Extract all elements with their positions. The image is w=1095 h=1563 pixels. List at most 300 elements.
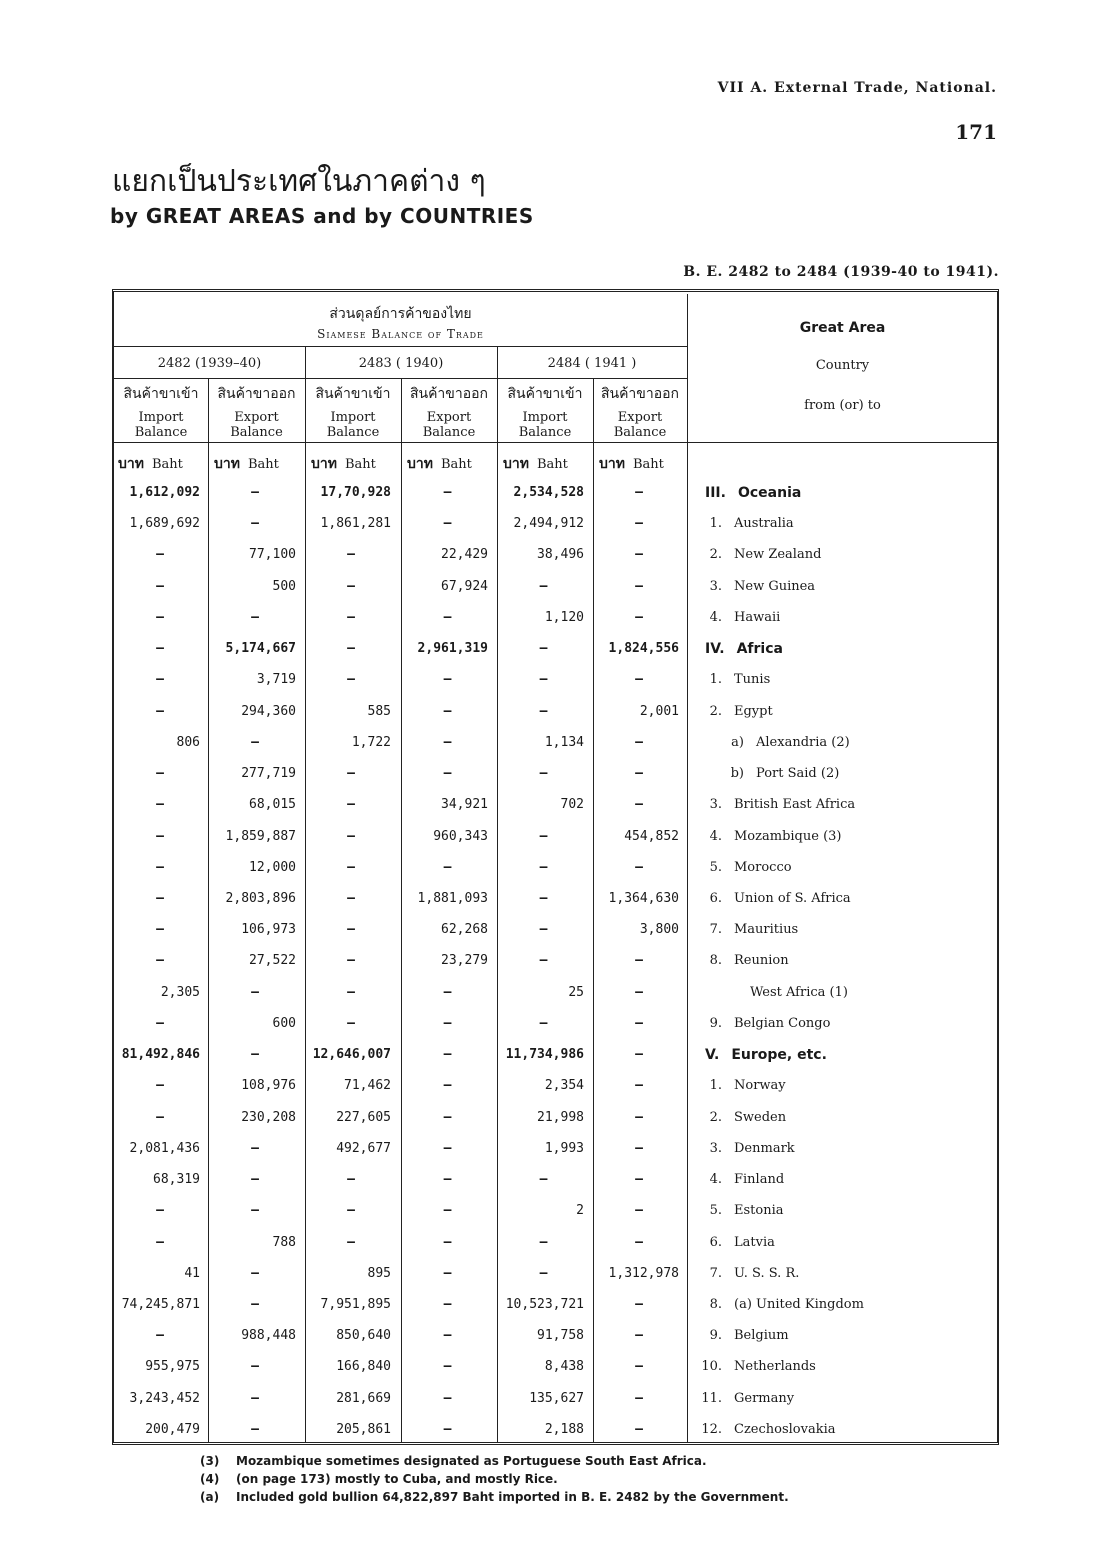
table-cell: — xyxy=(539,641,548,657)
country-name: Tunis xyxy=(734,672,771,688)
country-cell xyxy=(690,672,770,687)
country-name: Germany xyxy=(734,1390,795,1406)
unit-label: บาท Baht xyxy=(118,456,183,472)
country-name: Oceania xyxy=(737,485,802,501)
table-cell: — xyxy=(635,1203,643,1219)
table-cell: — xyxy=(156,703,164,719)
table-cell: 600 xyxy=(272,1015,296,1031)
country-cell xyxy=(690,922,798,937)
country-cell xyxy=(690,1203,784,1218)
country-name: Belgium xyxy=(734,1328,789,1344)
country-index: 3. xyxy=(709,797,722,813)
unit-label: บาท Baht xyxy=(407,456,472,472)
table-cell: — xyxy=(251,609,259,625)
unit-label: บาท Baht xyxy=(214,456,279,472)
country-index: V. xyxy=(705,1047,720,1064)
table-cell: 806 xyxy=(176,734,200,750)
table-cell: — xyxy=(156,1328,164,1344)
table-cell: — xyxy=(443,1109,452,1125)
table-cell: — xyxy=(539,890,548,906)
table-row xyxy=(0,641,1095,665)
table-cell: 23,279 xyxy=(441,953,488,969)
table-cell: 988,448 xyxy=(241,1328,296,1344)
table-cell: 8,438 xyxy=(544,1359,584,1375)
balance-subheading: Balance xyxy=(134,425,188,440)
table-cell: 135,627 xyxy=(529,1390,584,1406)
table-cell: 960,343 xyxy=(433,828,488,844)
balance-heading: Siamese Balance of Trade xyxy=(317,327,484,341)
country-index: 8. xyxy=(709,1296,722,1312)
table-cell: 1,993 xyxy=(544,1140,584,1156)
table-cell: 955,975 xyxy=(145,1359,200,1375)
country-cell xyxy=(690,860,792,875)
table-cell: 3,800 xyxy=(639,922,679,938)
table-cell: — xyxy=(251,1390,259,1406)
import-heading: Import xyxy=(522,410,568,425)
country-name: Czechoslovakia xyxy=(734,1421,836,1437)
table-cell: — xyxy=(156,1015,164,1031)
country-name: Africa xyxy=(736,641,783,658)
country-index: 1. xyxy=(709,672,722,688)
country-name: U. S. S. R. xyxy=(734,1265,800,1281)
country-index: 7. xyxy=(709,922,722,938)
table-cell: — xyxy=(635,516,643,532)
table-cell: — xyxy=(635,1078,643,1094)
country-name: New Zealand xyxy=(734,547,822,563)
table-row xyxy=(0,829,1095,853)
table-cell: — xyxy=(635,984,643,1000)
table-cell: — xyxy=(251,1265,259,1281)
table-cell: — xyxy=(635,1047,643,1063)
table-row xyxy=(0,485,1095,509)
export-thai-heading: สินค้าขาออก xyxy=(600,386,680,402)
table-cell: — xyxy=(635,797,643,813)
table-cell: 200,479 xyxy=(145,1421,200,1437)
table-cell: — xyxy=(347,547,355,563)
table-cell: — xyxy=(251,1296,259,1312)
table-cell: — xyxy=(156,797,164,813)
table-cell: — xyxy=(635,1109,643,1125)
table-cell: — xyxy=(539,578,548,594)
table-cell: — xyxy=(443,734,452,750)
country-name: Netherlands xyxy=(734,1359,816,1375)
table-cell: — xyxy=(347,859,355,875)
table-cell: 2,961,319 xyxy=(417,641,488,657)
table-row xyxy=(0,1047,1095,1071)
table-row xyxy=(0,1266,1095,1290)
table-cell: 10,523,721 xyxy=(505,1296,584,1312)
country-index: 1. xyxy=(709,1078,722,1094)
table-row xyxy=(0,516,1095,540)
table-cell: — xyxy=(635,1421,643,1437)
country-cell xyxy=(690,579,815,594)
balance-subheading: Balance xyxy=(613,425,667,440)
table-cell: — xyxy=(347,641,355,657)
table-cell: — xyxy=(443,1234,452,1250)
divider xyxy=(114,378,687,379)
table-cell: 74,245,871 xyxy=(121,1296,200,1312)
table-cell: — xyxy=(635,609,643,625)
table-cell: — xyxy=(251,1172,259,1188)
table-cell: — xyxy=(156,1203,164,1219)
country-index: IV. xyxy=(705,641,725,658)
import-heading: Import xyxy=(138,410,184,425)
footnote: (3) Mozambique sometimes designated as Portuguese South East Africa. xyxy=(200,1454,707,1468)
table-cell: 1,689,692 xyxy=(129,516,200,532)
country-index: 3. xyxy=(709,578,722,594)
table-row xyxy=(0,1391,1095,1415)
footnote: (4) (on page 173) mostly to Cuba, and mostly Rice. xyxy=(200,1472,558,1486)
table-cell: 62,268 xyxy=(441,922,488,938)
table-cell: — xyxy=(635,1359,643,1375)
table-cell: 22,429 xyxy=(441,547,488,563)
country-index: 9. xyxy=(709,1328,722,1344)
table-cell: — xyxy=(635,1390,643,1406)
table-cell: 1,861,281 xyxy=(320,516,391,532)
table-row xyxy=(0,985,1095,1009)
table-cell: 106,973 xyxy=(241,922,296,938)
table-cell: — xyxy=(347,672,355,688)
table-cell: — xyxy=(347,953,355,969)
country-name: Estonia xyxy=(734,1203,784,1219)
country-cell xyxy=(705,1047,827,1063)
table-cell: — xyxy=(156,578,164,594)
table-cell: 21,998 xyxy=(537,1109,584,1125)
table-cell: 850,640 xyxy=(336,1328,391,1344)
country-name: Alexandria (2) xyxy=(756,734,850,750)
table-cell: — xyxy=(635,734,643,750)
country-cell xyxy=(690,797,855,812)
table-cell: — xyxy=(635,1328,643,1344)
table-row xyxy=(0,922,1095,946)
table-cell: — xyxy=(539,953,548,969)
table-cell: — xyxy=(443,672,452,688)
year-heading: 2482 (1939–40) xyxy=(157,356,262,371)
country-cell xyxy=(690,1141,795,1156)
table-cell: — xyxy=(539,922,548,938)
table-cell: 277,719 xyxy=(241,766,296,782)
table-cell: — xyxy=(539,1172,548,1188)
table-cell: — xyxy=(539,859,548,875)
country-cell xyxy=(690,1016,830,1031)
table-cell: — xyxy=(635,1234,643,1250)
table-cell: 27,522 xyxy=(249,953,296,969)
export-heading: Export xyxy=(234,410,279,425)
table-cell: 1,364,630 xyxy=(608,890,679,906)
table-cell: — xyxy=(156,1109,164,1125)
thai-title: แยกเป็นประเทศในภาคต่าง ๆ xyxy=(112,164,486,199)
table-cell: 2,081,436 xyxy=(129,1140,200,1156)
country-cell xyxy=(690,953,789,968)
table-cell: — xyxy=(635,1015,643,1031)
table-cell: — xyxy=(443,703,452,719)
table-cell: 702 xyxy=(560,797,584,813)
table-cell: — xyxy=(443,1140,452,1156)
table-cell: 1,120 xyxy=(544,609,584,625)
table-cell: — xyxy=(443,1015,452,1031)
table-cell: — xyxy=(251,1421,259,1437)
table-cell: — xyxy=(539,672,548,688)
table-cell: 38,496 xyxy=(537,547,584,563)
table-cell: 788 xyxy=(272,1234,296,1250)
table-cell: — xyxy=(347,609,355,625)
table-cell: — xyxy=(443,516,452,532)
table-cell: — xyxy=(347,578,355,594)
country-cell xyxy=(690,1266,799,1281)
balance-subheading: Balance xyxy=(422,425,476,440)
table-row xyxy=(0,1297,1095,1321)
country-name: Australia xyxy=(734,516,794,532)
country-name: Morocco xyxy=(734,859,792,875)
table-cell: — xyxy=(347,1015,355,1031)
country-name: Port Said (2) xyxy=(756,766,840,782)
table-cell: — xyxy=(347,1203,355,1219)
export-heading: Export xyxy=(617,410,663,425)
table-cell: — xyxy=(635,859,643,875)
country-name: Belgian Congo xyxy=(734,1015,831,1031)
country-index: 2. xyxy=(709,1109,722,1125)
country-index: 6. xyxy=(709,1234,722,1250)
from-to-heading: from (or) to xyxy=(804,398,881,413)
table-cell: 68,319 xyxy=(153,1172,200,1188)
table-cell: 2,305 xyxy=(160,984,200,1000)
table-cell: — xyxy=(443,859,452,875)
table-cell: — xyxy=(443,1421,452,1437)
table-cell: 1,824,556 xyxy=(608,641,679,657)
country-name: West Africa (1) xyxy=(750,984,848,1000)
country-cell xyxy=(690,1110,786,1125)
table-cell: 166,840 xyxy=(336,1359,391,1375)
country-index: 11. xyxy=(701,1390,722,1406)
country-index: 5. xyxy=(709,859,722,875)
table-cell: 227,605 xyxy=(336,1109,391,1125)
year-heading: 2483 ( 1940) xyxy=(358,356,444,371)
table-cell: 1,312,978 xyxy=(608,1265,679,1281)
country-cell xyxy=(690,1172,784,1187)
table-cell: 11,734,986 xyxy=(505,1047,584,1063)
country-cell xyxy=(690,547,821,562)
page-title: by GREAT AREAS and by COUNTRIES xyxy=(110,204,534,228)
table-cell: — xyxy=(443,1359,452,1375)
table-row xyxy=(0,1235,1095,1259)
country-cell xyxy=(712,735,850,750)
balance-subheading: Balance xyxy=(326,425,380,440)
table-cell: — xyxy=(347,797,355,813)
table-cell: — xyxy=(347,984,355,1000)
table-cell: — xyxy=(347,1172,355,1188)
country-index: 4. xyxy=(709,1172,722,1188)
table-cell: — xyxy=(443,1328,452,1344)
table-cell: 3,243,452 xyxy=(129,1390,200,1406)
table-cell: — xyxy=(539,828,548,844)
period-label: B. E. 2482 to 2484 (1939-40 to 1941). xyxy=(683,264,999,280)
table-cell: — xyxy=(251,734,259,750)
country-index: 2. xyxy=(709,547,722,563)
country-cell xyxy=(690,1328,789,1343)
table-cell: — xyxy=(156,859,164,875)
country-name: New Guinea xyxy=(734,578,816,594)
country-cell xyxy=(690,516,794,531)
table-cell: — xyxy=(156,609,164,625)
table-cell: — xyxy=(156,828,164,844)
table-cell: 1,881,093 xyxy=(417,890,488,906)
great-area-heading: Great Area xyxy=(799,320,886,336)
table-row xyxy=(0,1359,1095,1383)
table-cell: 205,861 xyxy=(336,1421,391,1437)
table-cell: — xyxy=(251,516,259,532)
table-row xyxy=(0,704,1095,728)
balance-thai-heading: ส่วนดุลย์การค้าของไทย xyxy=(329,306,472,322)
country-name: Union of S. Africa xyxy=(734,890,851,906)
table-cell: 1,612,092 xyxy=(129,485,200,500)
table-cell: 230,208 xyxy=(241,1109,296,1125)
table-cell: — xyxy=(635,485,643,500)
table-row xyxy=(0,860,1095,884)
table-cell: — xyxy=(539,1234,548,1250)
table-row xyxy=(0,1203,1095,1227)
table-cell: — xyxy=(347,922,355,938)
table-row xyxy=(0,547,1095,571)
country-name: Hawaii xyxy=(734,609,781,625)
table-row xyxy=(0,672,1095,696)
table-row xyxy=(0,735,1095,759)
table-cell: 25 xyxy=(568,984,584,1000)
country-index: 10. xyxy=(701,1359,722,1375)
table-cell: 17,70,928 xyxy=(320,485,391,500)
import-thai-heading: สินค้าขาเข้า xyxy=(507,386,583,402)
country-index: 8. xyxy=(709,953,722,969)
country-index: a) xyxy=(731,734,744,750)
table-cell: — xyxy=(539,703,548,719)
country-name: Europe, etc. xyxy=(731,1047,827,1064)
balance-subheading: Balance xyxy=(518,425,572,440)
country-cell xyxy=(712,766,839,781)
country-name: (a) United Kingdom xyxy=(734,1296,864,1312)
table-cell: 68,015 xyxy=(249,797,296,813)
country-index: 3. xyxy=(709,1140,722,1156)
page-number: 171 xyxy=(955,120,997,144)
table-cell: — xyxy=(156,1234,164,1250)
unit-label: บาท Baht xyxy=(599,456,664,472)
table-cell: — xyxy=(443,609,452,625)
table-cell: 5,174,667 xyxy=(225,641,296,657)
table-cell: 12,646,007 xyxy=(312,1047,391,1063)
table-cell: 500 xyxy=(272,578,296,594)
table-cell: 895 xyxy=(367,1265,391,1281)
table-cell: 2,188 xyxy=(544,1421,584,1437)
country-name: Egypt xyxy=(734,703,773,719)
table-row xyxy=(0,953,1095,977)
table-cell: — xyxy=(443,485,452,500)
country-name: Reunion xyxy=(734,953,789,969)
table-cell: — xyxy=(156,766,164,782)
table-row xyxy=(0,579,1095,603)
table-cell: — xyxy=(251,1203,259,1219)
import-thai-heading: สินค้าขาเข้า xyxy=(123,386,199,402)
table-cell: 2,354 xyxy=(544,1078,584,1094)
table-row xyxy=(0,797,1095,821)
table-cell: — xyxy=(251,1140,259,1156)
table-cell: 67,924 xyxy=(441,578,488,594)
table-cell: — xyxy=(347,890,355,906)
country-cell xyxy=(690,1078,786,1093)
divider xyxy=(114,346,687,347)
country-name: Finland xyxy=(734,1172,785,1188)
export-thai-heading: สินค้าขาออก xyxy=(409,386,489,402)
balance-subheading: Balance xyxy=(230,425,283,440)
table-cell: — xyxy=(156,1078,164,1094)
table-cell: 585 xyxy=(367,703,391,719)
export-thai-heading: สินค้าขาออก xyxy=(217,386,296,402)
table-row xyxy=(0,1422,1095,1446)
table-cell: 41 xyxy=(184,1265,200,1281)
divider xyxy=(114,442,997,443)
table-cell: 3,719 xyxy=(256,672,296,688)
table-cell: — xyxy=(635,578,643,594)
table-cell: — xyxy=(539,1265,548,1281)
table-cell: — xyxy=(443,1047,452,1063)
table-cell: — xyxy=(635,1140,643,1156)
table-cell: — xyxy=(635,547,643,563)
import-thai-heading: สินค้าขาเข้า xyxy=(315,386,391,402)
table-cell: 2,534,528 xyxy=(513,485,584,500)
table-cell: 281,669 xyxy=(336,1390,391,1406)
table-cell: — xyxy=(156,953,164,969)
table-cell: — xyxy=(443,1203,452,1219)
table-cell: 2,803,896 xyxy=(225,890,296,906)
import-heading: Import xyxy=(330,410,376,425)
country-name: Latvia xyxy=(734,1234,775,1250)
table-cell: — xyxy=(443,984,452,1000)
table-cell: — xyxy=(251,485,259,500)
country-cell xyxy=(690,1235,775,1250)
table-cell: 492,677 xyxy=(336,1140,391,1156)
country-cell xyxy=(690,1422,836,1437)
table-cell: 2,001 xyxy=(639,703,679,719)
table-cell: 1,722 xyxy=(351,734,391,750)
country-name: Denmark xyxy=(734,1140,795,1156)
country-index: 7. xyxy=(709,1265,722,1281)
table-row xyxy=(0,766,1095,790)
country-cell xyxy=(690,1297,864,1312)
country-cell xyxy=(690,704,773,719)
country-index: 1. xyxy=(709,516,722,532)
country-cell xyxy=(690,891,851,906)
table-cell: — xyxy=(156,922,164,938)
table-row xyxy=(0,1172,1095,1196)
country-cell xyxy=(690,610,780,625)
table-cell: 71,462 xyxy=(344,1078,391,1094)
country-name: Mozambique (3) xyxy=(734,828,842,844)
country-cell xyxy=(705,641,783,657)
table-cell: 77,100 xyxy=(249,547,296,563)
table-cell: 454,852 xyxy=(624,828,679,844)
country-cell xyxy=(690,1391,794,1406)
table-cell: 91,758 xyxy=(537,1328,584,1344)
table-cell: 1,859,887 xyxy=(225,828,296,844)
table-cell: 2 xyxy=(576,1203,584,1219)
table-cell: — xyxy=(347,766,355,782)
section-header: VII A. External Trade, National. xyxy=(717,80,997,96)
table-cell: — xyxy=(251,1359,259,1375)
country-index: 9. xyxy=(709,1015,722,1031)
table-cell: — xyxy=(251,984,259,1000)
footnote: (a) Included gold bullion 64,822,897 Baht imported in B. E. 2482 by the Government. xyxy=(200,1490,789,1504)
country-name: British East Africa xyxy=(734,797,856,813)
country-name: Norway xyxy=(734,1078,786,1094)
table-cell: 34,921 xyxy=(441,797,488,813)
table-row xyxy=(0,1110,1095,1134)
